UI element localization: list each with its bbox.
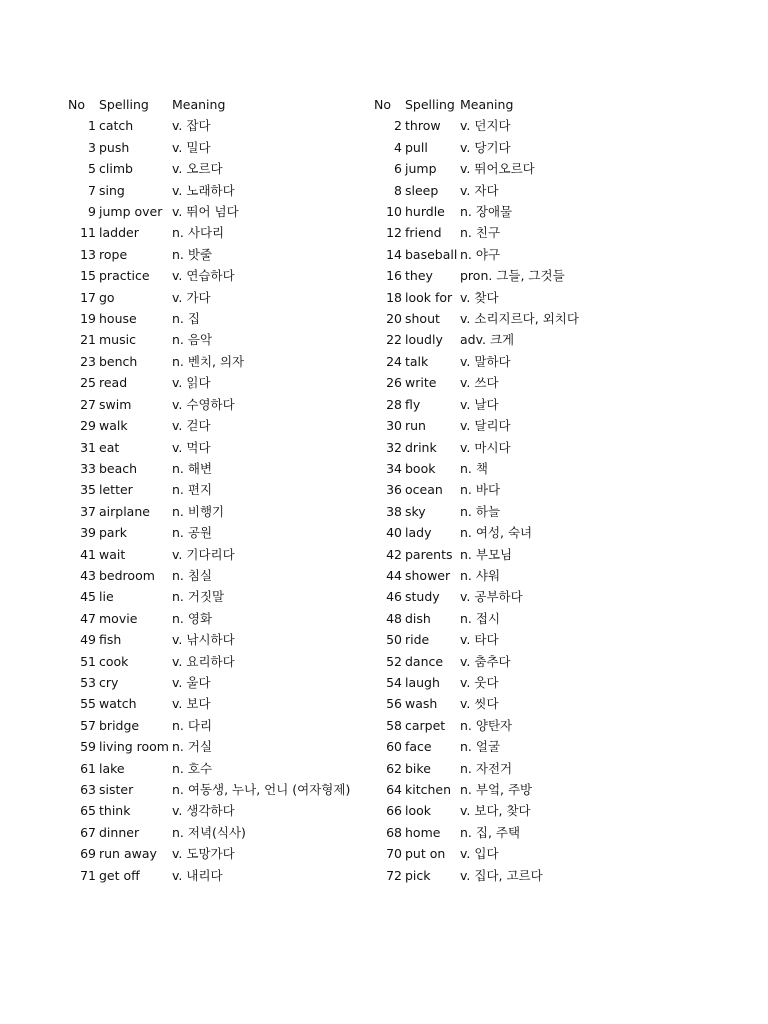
word-spelling: park (99, 525, 127, 541)
header-spelling: Spelling (99, 97, 149, 112)
vocab-row (374, 180, 704, 201)
vocab-row (374, 736, 704, 757)
word-meaning: v. 연습하다 (172, 268, 235, 284)
word-number: 7 (88, 182, 96, 198)
word-number: 55 (80, 696, 96, 712)
word-spelling: book (405, 460, 436, 476)
word-number: 39 (80, 525, 96, 541)
vocab-row (68, 201, 364, 222)
vocab-row (374, 800, 704, 821)
word-number: 16 (386, 268, 402, 284)
word-meaning: v. 웃다 (460, 674, 499, 690)
word-meaning: n. 거실 (172, 739, 213, 755)
word-meaning: n. 여동생, 누나, 언니 (여자형제) (172, 782, 351, 797)
word-number: 64 (386, 782, 402, 797)
vocab-row (374, 608, 704, 629)
word-number: 41 (80, 546, 96, 562)
word-number: 14 (386, 246, 402, 262)
word-meaning: v. 기다리다 (172, 546, 235, 562)
vocab-row (374, 351, 704, 372)
word-meaning: n. 양탄자 (460, 717, 513, 733)
word-spelling: catch (99, 118, 134, 134)
word-spelling: beach (99, 460, 138, 476)
vocab-row (374, 115, 704, 136)
word-number: 72 (386, 867, 402, 883)
word-spelling: pick (405, 867, 431, 883)
vocab-row (374, 222, 704, 243)
word-meaning: v. 보다, 찾다 (460, 803, 531, 819)
vocab-row (374, 822, 704, 843)
word-number: 37 (80, 503, 96, 519)
word-meaning: n. 침실 (172, 567, 213, 583)
word-meaning: v. 당기다 (460, 139, 511, 155)
vocab-row (68, 329, 364, 350)
vocab-row (374, 843, 704, 864)
vocab-row (374, 522, 704, 543)
word-spelling: laugh (405, 674, 440, 690)
word-meaning: n. 영화 (172, 610, 213, 626)
word-number: 63 (80, 782, 96, 797)
word-meaning: n. 자전거 (460, 760, 513, 776)
word-number: 28 (386, 396, 402, 412)
word-number: 36 (386, 482, 402, 498)
word-number: 13 (80, 246, 96, 262)
word-meaning: n. 집 (172, 311, 200, 327)
vocab-row (68, 865, 364, 886)
header-spelling: Spelling (405, 97, 455, 112)
vocab-row (374, 287, 704, 308)
word-meaning: v. 뛰어오르다 (460, 161, 535, 177)
word-spelling: movie (99, 610, 138, 626)
vocab-row (68, 693, 364, 714)
word-meaning: v. 타다 (460, 632, 499, 648)
word-meaning: n. 비행기 (172, 503, 225, 519)
vocab-row (68, 437, 364, 458)
word-spelling: walk (99, 418, 128, 434)
word-number: 42 (386, 546, 402, 562)
word-meaning: v. 울다 (172, 674, 211, 690)
word-spelling: shower (405, 567, 451, 583)
word-number: 33 (80, 460, 96, 476)
word-spelling: eat (99, 439, 120, 455)
word-number: 43 (80, 567, 96, 583)
word-number: 21 (80, 332, 96, 348)
vocab-row (68, 736, 364, 757)
vocab-row (68, 608, 364, 629)
word-spelling: shout (405, 311, 440, 327)
word-spelling: hurdle (405, 204, 445, 220)
word-meaning: n. 음악 (172, 332, 213, 348)
vocab-row (374, 308, 704, 329)
word-number: 29 (80, 418, 96, 434)
word-spelling: bridge (99, 717, 140, 733)
vocab-row (68, 800, 364, 821)
header-meaning: Meaning (460, 97, 514, 112)
vocab-row (374, 137, 704, 158)
vocab-row (374, 394, 704, 415)
word-meaning: n. 사다리 (172, 225, 225, 241)
word-spelling: sleep (405, 182, 439, 198)
vocab-row (68, 372, 364, 393)
word-meaning: v. 요리하다 (172, 653, 235, 669)
word-meaning: v. 입다 (460, 846, 499, 862)
word-spelling: throw (405, 118, 441, 134)
vocab-row (68, 265, 364, 286)
vocab-row (374, 244, 704, 265)
word-spelling: cry (99, 674, 119, 690)
vocab-row (68, 629, 364, 650)
vocab-row (374, 437, 704, 458)
word-spelling: get off (99, 867, 140, 883)
word-spelling: run (405, 418, 426, 434)
word-spelling: fly (405, 396, 421, 412)
word-number: 53 (80, 674, 96, 690)
vocab-row (374, 651, 704, 672)
word-number: 3 (88, 139, 96, 155)
word-number: 24 (386, 353, 402, 369)
word-meaning: v. 밀다 (172, 139, 211, 155)
word-spelling: drink (405, 439, 437, 455)
vocab-row (68, 137, 364, 158)
word-spelling: sing (99, 182, 125, 198)
word-meaning: n. 벤치, 의자 (172, 353, 245, 369)
word-number: 60 (386, 739, 402, 755)
word-number: 71 (80, 867, 96, 883)
word-meaning: n. 부엌, 주방 (460, 782, 533, 797)
word-spelling: dance (405, 653, 444, 669)
word-meaning: v. 노래하다 (172, 182, 235, 198)
word-number: 47 (80, 610, 96, 626)
word-meaning: v. 오르다 (172, 161, 223, 177)
word-number: 57 (80, 717, 96, 733)
word-meaning: v. 자다 (460, 182, 499, 198)
word-number: 52 (386, 653, 402, 669)
vocab-row (68, 672, 364, 693)
word-number: 44 (386, 567, 402, 583)
word-meaning: v. 공부하다 (460, 589, 523, 605)
vocab-row (68, 715, 364, 736)
word-meaning: n. 접시 (460, 610, 501, 626)
word-spelling: loudly (405, 332, 443, 348)
word-number: 34 (386, 460, 402, 476)
word-meaning: v. 생각하다 (172, 803, 235, 819)
vocab-table-left (68, 94, 364, 886)
word-number: 50 (386, 632, 402, 648)
header-no: No (68, 97, 85, 112)
word-number: 12 (386, 225, 402, 241)
word-number: 15 (80, 268, 96, 284)
word-meaning: n. 편지 (172, 482, 213, 498)
word-number: 66 (386, 803, 402, 819)
word-meaning: n. 저녁(식사) (172, 824, 246, 840)
header-meaning: Meaning (172, 97, 226, 112)
word-number: 48 (386, 610, 402, 626)
word-number: 59 (80, 739, 96, 755)
word-spelling: practice (99, 268, 150, 284)
word-meaning: v. 잡다 (172, 118, 211, 134)
word-spelling: bedroom (99, 567, 155, 583)
word-spelling: face (405, 739, 432, 755)
vocab-row (374, 758, 704, 779)
word-number: 65 (80, 803, 96, 819)
vocab-row (374, 565, 704, 586)
word-spelling: pull (405, 139, 428, 155)
table-header-row (374, 94, 704, 115)
vocab-row (68, 351, 364, 372)
vocab-row (68, 758, 364, 779)
word-spelling: airplane (99, 503, 150, 519)
word-number: 8 (394, 182, 402, 198)
word-number: 19 (80, 311, 96, 327)
vocab-row (68, 843, 364, 864)
word-number: 56 (386, 696, 402, 712)
word-number: 22 (386, 332, 402, 348)
vocab-row (374, 715, 704, 736)
word-spelling: bench (99, 353, 138, 369)
word-spelling: parents (405, 546, 453, 562)
word-spelling: friend (405, 225, 442, 241)
word-meaning: pron. 그들, 그것들 (460, 268, 565, 284)
word-meaning: v. 찾다 (460, 289, 499, 305)
vocab-row (374, 415, 704, 436)
word-spelling: living room (99, 739, 169, 755)
vocab-row (68, 115, 364, 136)
word-number: 62 (386, 760, 402, 776)
word-meaning: n. 얼굴 (460, 739, 501, 755)
word-meaning: n. 여성, 숙녀 (460, 525, 533, 541)
word-spelling: letter (99, 482, 133, 498)
word-number: 30 (386, 418, 402, 434)
word-meaning: n. 다리 (172, 717, 213, 733)
word-meaning: n. 야구 (460, 246, 501, 262)
word-number: 51 (80, 653, 96, 669)
word-number: 32 (386, 439, 402, 455)
word-number: 1 (88, 118, 96, 134)
word-spelling: look for (405, 289, 453, 305)
word-spelling: climb (99, 161, 133, 177)
word-meaning: v. 날다 (460, 396, 499, 412)
vocab-row (374, 629, 704, 650)
word-number: 46 (386, 589, 402, 605)
vocab-row (68, 544, 364, 565)
word-meaning: n. 해변 (172, 460, 213, 476)
word-spelling: they (405, 268, 433, 284)
word-number: 38 (386, 503, 402, 519)
word-spelling: wait (99, 546, 126, 562)
word-meaning: v. 내리다 (172, 867, 223, 883)
vocab-row (374, 779, 704, 800)
word-spelling: think (99, 803, 131, 819)
word-meaning: n. 장애물 (460, 204, 513, 220)
word-spelling: carpet (405, 717, 446, 733)
word-spelling: watch (99, 696, 137, 712)
header-no: No (374, 97, 391, 112)
word-spelling: house (99, 311, 137, 327)
word-meaning: v. 도망가다 (172, 846, 235, 862)
word-spelling: swim (99, 396, 132, 412)
word-spelling: run away (99, 846, 157, 862)
vocab-row (68, 779, 364, 800)
vocab-row (68, 244, 364, 265)
vocab-table-right (374, 94, 704, 886)
word-meaning: v. 소리지르다, 외치다 (460, 311, 579, 327)
word-spelling: jump (405, 161, 437, 177)
word-number: 67 (80, 824, 96, 840)
word-number: 4 (394, 139, 402, 155)
word-number: 20 (386, 311, 402, 327)
word-meaning: n. 친구 (460, 225, 501, 241)
word-number: 10 (386, 204, 402, 220)
word-meaning: v. 말하다 (460, 353, 511, 369)
word-meaning: v. 쓰다 (460, 375, 499, 391)
word-number: 25 (80, 375, 96, 391)
vocab-row (374, 201, 704, 222)
word-spelling: go (99, 289, 115, 305)
word-number: 26 (386, 375, 402, 391)
vocab-row (68, 651, 364, 672)
word-meaning: n. 하늘 (460, 503, 501, 519)
table-header-row (68, 94, 364, 115)
vocab-row (374, 158, 704, 179)
word-spelling: kitchen (405, 782, 452, 797)
vocab-row (68, 586, 364, 607)
vocab-row (374, 693, 704, 714)
word-meaning: n. 호수 (172, 760, 213, 776)
word-number: 11 (80, 225, 96, 241)
word-spelling: ride (405, 632, 430, 648)
vocab-row (68, 287, 364, 308)
word-meaning: v. 춤추다 (460, 653, 511, 669)
vocab-row (374, 586, 704, 607)
word-spelling: look (405, 803, 432, 819)
word-spelling: cook (99, 653, 129, 669)
word-spelling: write (405, 375, 437, 391)
word-number: 6 (394, 161, 402, 177)
word-meaning: v. 던지다 (460, 118, 511, 134)
word-spelling: talk (405, 353, 429, 369)
word-number: 58 (386, 717, 402, 733)
word-spelling: fish (99, 632, 122, 648)
vocab-row (68, 522, 364, 543)
word-number: 31 (80, 439, 96, 455)
vocab-row (68, 394, 364, 415)
word-meaning: n. 공원 (172, 525, 213, 541)
word-meaning: v. 씻다 (460, 696, 499, 712)
vocab-row (68, 479, 364, 500)
vocab-row (374, 501, 704, 522)
word-spelling: push (99, 139, 130, 155)
word-meaning: n. 집, 주택 (460, 824, 521, 840)
word-number: 61 (80, 760, 96, 776)
word-spelling: jump over (99, 204, 163, 220)
word-spelling: sister (99, 782, 134, 797)
word-number: 18 (386, 289, 402, 305)
word-meaning: v. 낚시하다 (172, 632, 235, 648)
vocab-row (374, 265, 704, 286)
word-spelling: read (99, 375, 128, 391)
word-spelling: sky (405, 503, 426, 519)
vocab-row (68, 501, 364, 522)
word-spelling: study (405, 589, 440, 605)
word-spelling: bike (405, 760, 431, 776)
word-number: 68 (386, 824, 402, 840)
word-meaning: v. 가다 (172, 289, 211, 305)
word-meaning: v. 마시다 (460, 439, 511, 455)
vocab-row (68, 415, 364, 436)
word-number: 23 (80, 353, 96, 369)
word-meaning: v. 보다 (172, 696, 211, 712)
word-spelling: lady (405, 525, 432, 541)
word-spelling: ladder (99, 225, 139, 241)
word-number: 54 (386, 674, 402, 690)
vocab-row (374, 479, 704, 500)
vocab-row (68, 180, 364, 201)
word-meaning: v. 달리다 (460, 418, 511, 434)
word-meaning: v. 먹다 (172, 439, 211, 455)
vocab-row (68, 222, 364, 243)
word-spelling: ocean (405, 482, 443, 498)
vocab-row (374, 372, 704, 393)
word-number: 49 (80, 632, 96, 648)
word-meaning: v. 걷다 (172, 418, 211, 434)
word-spelling: wash (405, 696, 438, 712)
vocab-row (374, 329, 704, 350)
word-meaning: v. 집다, 고르다 (460, 867, 543, 883)
vocab-row (68, 158, 364, 179)
vocab-row (374, 865, 704, 886)
vocab-row (68, 308, 364, 329)
word-meaning: v. 뛰어 넘다 (172, 204, 239, 220)
vocab-row (374, 458, 704, 479)
word-spelling: baseball (405, 246, 458, 262)
word-number: 40 (386, 525, 402, 541)
vocab-row (68, 458, 364, 479)
word-meaning: n. 부모님 (460, 546, 513, 562)
word-spelling: dinner (99, 824, 140, 840)
word-meaning: n. 샤워 (460, 567, 501, 583)
word-number: 27 (80, 396, 96, 412)
word-spelling: dish (405, 610, 431, 626)
word-number: 45 (80, 589, 96, 605)
word-meaning: v. 수영하다 (172, 396, 235, 412)
word-number: 35 (80, 482, 96, 498)
word-number: 70 (386, 846, 402, 862)
word-spelling: put on (405, 846, 446, 862)
word-number: 5 (88, 161, 96, 177)
word-number: 69 (80, 846, 96, 862)
word-meaning: n. 밧줄 (172, 246, 213, 262)
word-meaning: n. 거짓말 (172, 589, 225, 605)
word-spelling: home (405, 824, 441, 840)
vocab-row (68, 565, 364, 586)
word-spelling: rope (99, 246, 128, 262)
word-spelling: lie (99, 589, 114, 605)
word-number: 9 (88, 204, 96, 220)
vocab-row (374, 544, 704, 565)
vocab-row (374, 672, 704, 693)
word-meaning: adv. 크게 (460, 332, 515, 348)
word-meaning: n. 책 (460, 460, 488, 476)
word-spelling: lake (99, 760, 125, 776)
word-meaning: n. 바다 (460, 482, 501, 498)
word-number: 17 (80, 289, 96, 305)
word-meaning: v. 읽다 (172, 375, 211, 391)
word-spelling: music (99, 332, 136, 348)
vocab-row (68, 822, 364, 843)
word-number: 2 (394, 118, 402, 134)
